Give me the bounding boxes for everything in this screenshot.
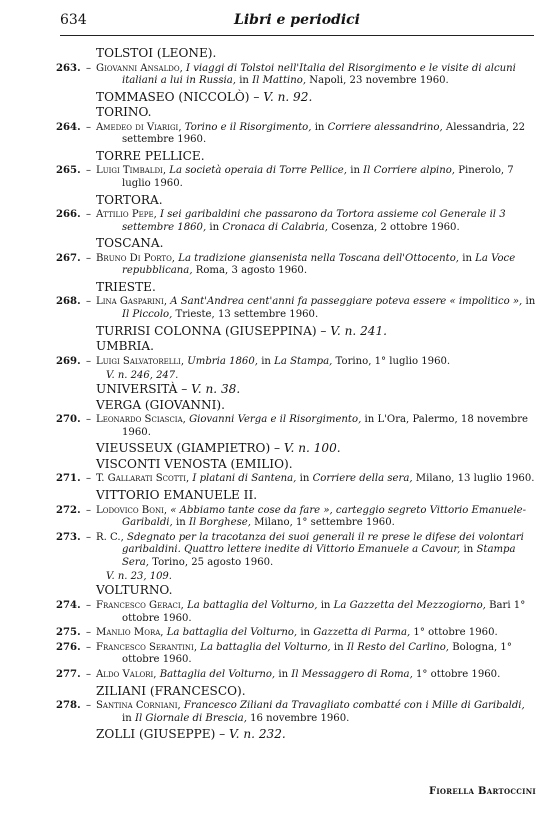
publication-name: La Gazzetta del Mezzogiorno, (333, 599, 486, 611)
entry-dash: – (86, 414, 92, 426)
bibliography-entry (56, 627, 536, 640)
bibliography-entry (56, 473, 536, 486)
entry-publication-details: in Cronaca di Calabria, Cosenza, 2 ottobre 1960. (209, 221, 460, 233)
entry-dash: – (86, 355, 92, 367)
entry-publication-details: in L'Ora, Palermo, 18 novembre 1960. (122, 414, 529, 438)
entry-dash: – (86, 121, 92, 133)
entry-publication-details: in Il Mattino, Napoli, 23 novembre 1960. (239, 75, 449, 87)
bibliography-entry (56, 122, 536, 147)
entry-dash: – (86, 504, 92, 516)
entry-title: La tradizione giansenista nella Toscana dell'Ottocento, (178, 252, 459, 264)
bibliography-entry (56, 209, 536, 234)
entry-publication-details: in Il Corriere alpino, Pinerolo, 7 luglio 1960. (122, 165, 514, 189)
entry-title: I viaggi di Tolstoi nell'Italia del Risorgimento e le visite di alcuni italiani a lui in Russia, (122, 62, 516, 87)
entry-author: Aldo Valori, (96, 668, 157, 680)
entry-dash: – (86, 296, 92, 308)
bibliography-entry (56, 414, 536, 439)
entry-number: 263. (56, 62, 81, 74)
entry-dash: – (86, 641, 92, 653)
bibliography-entry (56, 700, 536, 725)
section-heading: VERGA (GIOVANNI). (96, 397, 225, 412)
entry-title: Giovanni Verga e il Risorgimento, (189, 414, 362, 426)
entry-number: 277. (56, 668, 81, 680)
entry-dash: – (86, 700, 92, 712)
publication-name: La Stampa, (274, 355, 333, 367)
section-heading: TURRISI COLONNA (GIUSEPPINA) – V. n. 241. (96, 323, 388, 338)
entry-number: 273. (56, 531, 81, 543)
entry-title: I sei garibaldini che passarono da Tortora assieme col Generale il 3 settembre 1860, (122, 209, 506, 233)
entry-author: R. C., (96, 531, 124, 543)
cross-reference: V. n. 23, 109. (106, 571, 172, 583)
cross-reference: V. n. 232. (229, 727, 286, 742)
entry-author: Manlio Mora, (96, 627, 164, 639)
section-heading: TRIESTE. (96, 279, 156, 294)
cross-reference: V. n. 38. (191, 382, 241, 397)
entry-author: Lodovico Boni, (96, 504, 168, 516)
entry-author: Lina Gasparini, (96, 296, 168, 308)
entry-number: 272. (56, 504, 81, 516)
bibliography-entry (56, 253, 536, 278)
entry-number: 278. (56, 700, 81, 712)
entry-dash: – (86, 668, 92, 680)
entry-publication-details: in Corriere alessandrino, Alessandria, 22 settembre 1960. (122, 121, 526, 146)
entry-publication-details: in Corriere della sera, Milano, 13 luglio 1960. (299, 473, 535, 485)
section-heading: VISCONTI VENOSTA (EMILIO). (96, 456, 293, 471)
publication-name: Il Giornale di Brescia, (134, 712, 247, 724)
entry-number: 269. (56, 355, 81, 367)
section-heading: TOMMASEO (NICCOLÒ) – V. n. 92. (96, 89, 313, 104)
entry-title: La società operaia di Torre Pellice, (169, 165, 347, 177)
section-heading: ZILIANI (FRANCESCO). (96, 683, 246, 698)
section-heading: VIEUSSEUX (GIAMPIETRO) – V. n. 100. (96, 441, 341, 456)
entry-number: 271. (56, 473, 81, 485)
entry-author: T. Gallarati Scotti, (96, 473, 190, 485)
publication-name: Il Piccolo, (122, 309, 173, 321)
entry-title: A Sant'Andrea cent'anni fa passeggiare poteva essere « impolitico », (170, 296, 523, 308)
entry-publication-details: in Stampa Sera, Torino, 25 agosto 1960. (122, 544, 516, 568)
entry-title: Francesco Ziliani da Travagliato combatté con i Mille di Garibaldi, (183, 700, 525, 712)
publication-name: Corriere alessandrino, (327, 121, 443, 133)
bibliography-entry (56, 356, 536, 369)
entry-title: La battaglia del Volturno, (200, 641, 331, 653)
section-heading: TORTORA. (96, 192, 163, 207)
bibliography-entry (56, 642, 536, 667)
publication-name: Cronaca di Calabria, (222, 221, 329, 233)
cross-reference: V. n. 100. (283, 441, 341, 456)
entry-author: Luigi Timbaldi, (96, 165, 167, 177)
publication-name: Il Borghese, (188, 517, 251, 529)
page-header (60, 12, 534, 32)
section-heading: VOLTURNO. (96, 583, 173, 598)
section-heading: UNIVERSITÀ – V. n. 38. (96, 382, 241, 397)
entry-publication-details: in La Stampa, Torino, 1° luglio 1960. (261, 355, 451, 367)
page-number: 634 (60, 12, 87, 28)
entry-title: Battaglia del Volturno, (159, 668, 276, 680)
cross-reference: V. n. 92. (263, 89, 313, 104)
entry-publication-details: in Il Giornale di Brescia, 16 novembre 1960. (122, 712, 350, 724)
section-heading: VITTORIO EMANUELE II. (96, 488, 258, 502)
publication-name: Il Mattino, (252, 75, 307, 87)
section-heading: TORRE PELLICE. (96, 148, 205, 163)
entry-number: 275. (56, 627, 81, 639)
entry-number: 267. (56, 252, 81, 264)
entry-author: Attilio Pepe, (96, 209, 157, 221)
entry-dash: – (86, 531, 92, 543)
entry-publication-details: in Il Resto del Carlino, Bologna, 1° ottobre 1960. (122, 641, 512, 666)
entry-dash: – (86, 209, 92, 221)
bibliography-entry (56, 296, 536, 321)
author-signature: Fiorella Bartoccini (428, 786, 536, 797)
entry-title: Umbria 1860, (187, 355, 258, 367)
entry-number: 264. (56, 121, 81, 133)
entry-author: Francesco Geraci, (96, 599, 184, 611)
publication-name: Il Messaggero di Roma, (291, 668, 413, 680)
bibliography-list (56, 46, 536, 743)
bibliography-entry (56, 505, 536, 530)
publication-name: Il Corriere alpino, (363, 165, 455, 177)
section-heading: ZOLLI (GIUSEPPE) – V. n. 232. (96, 727, 286, 742)
entry-title: I platani di Santena, (192, 473, 297, 485)
bibliography-entry (56, 600, 536, 625)
entry-dash: – (86, 599, 92, 611)
section-heading: TOSCANA. (96, 236, 164, 251)
section-heading: TORINO. (96, 105, 152, 120)
entry-dash: – (86, 627, 92, 639)
section-heading: UMBRIA. (96, 339, 154, 354)
header-rule (60, 35, 534, 36)
entry-author: Leonardo Sciascia, (96, 414, 186, 426)
entry-title: La battaglia del Volturno, (187, 599, 318, 611)
entry-publication-details: in La Voce repubblicana, Roma, 3 agosto 1960. (122, 252, 516, 277)
bibliography-entry (56, 63, 536, 88)
publication-name: La Voce repubblicana, (122, 252, 516, 277)
publication-name: Gazzetta di Parma, (313, 627, 411, 639)
entry-author: Francesco Serantini, (96, 641, 198, 653)
publication-name: Corriere della sera, (312, 473, 413, 485)
bibliography-entry (56, 165, 536, 190)
entry-dash: – (86, 165, 92, 177)
entry-number: 270. (56, 414, 81, 426)
publication-name: Stampa Sera, (122, 544, 516, 568)
entry-author: Bruno Di Porto, (96, 252, 176, 264)
entry-number: 268. (56, 296, 81, 308)
entry-publication-details: in La Gazzetta del Mezzogiorno, Bari 1° ottobre 1960. (122, 599, 526, 624)
bibliography-entry (56, 532, 536, 570)
entry-author: Giovanni Ansaldo, (96, 62, 183, 74)
entry-number: 276. (56, 641, 81, 653)
entry-dash: – (86, 252, 92, 264)
entry-title: Sdegnato per la tracotanza dei suoi generali il re prese le difese dei volontari garibaldini. Quattro lettere inedite di Vittorio Emanuele a Cavour, (122, 531, 524, 556)
entry-title: Torino e il Risorgimento, (184, 121, 312, 133)
publication-name: Il Resto del Carlino, (346, 641, 450, 653)
entry-author: Amedeo di Viarigi, (96, 121, 182, 133)
cross-reference: V. n. 241. (330, 323, 388, 338)
entry-author: Santina Corniani, (96, 700, 181, 712)
entry-publication-details: in Gazzetta di Parma, 1° ottobre 1960. (300, 627, 498, 639)
entry-title: La battaglia del Volturno, (166, 627, 298, 639)
entry-publication-details: in Il Borghese, Milano, 1° settembre 1960. (175, 517, 395, 529)
cross-reference: V. n. 246, 247. (106, 370, 179, 382)
entry-dash: – (86, 473, 92, 485)
running-title: Libri e periodici (234, 12, 360, 28)
section-heading: TOLSTOI (LEONE). (96, 46, 217, 60)
entry-publication-details: in Il Messaggero di Roma, 1° ottobre 1960. (278, 668, 501, 680)
entry-number: 274. (56, 599, 81, 611)
bibliography-entry (56, 669, 536, 682)
entry-author: Luigi Salvatorelli, (96, 355, 185, 367)
entry-title: « Abbiamo tante cose da fare », carteggio segreto Vittorio Emanuele-Garibaldi, (122, 504, 527, 529)
entry-dash: – (86, 62, 92, 74)
entry-publication-details: in Il Piccolo, Trieste, 13 settembre 1960. (122, 296, 536, 321)
entry-number: 265. (56, 165, 81, 177)
entry-number: 266. (56, 209, 81, 221)
